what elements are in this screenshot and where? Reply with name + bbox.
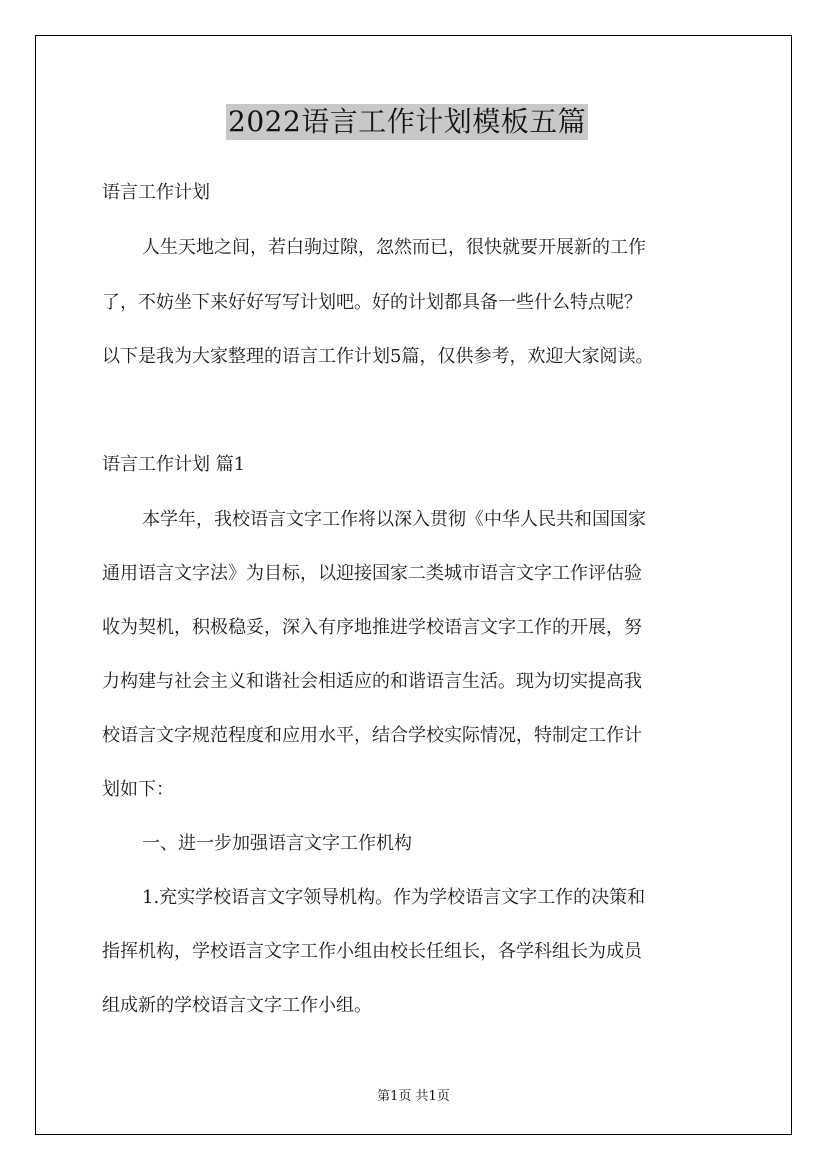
article-line-4: 力构建与社会主义和谐社会相适应的和谐语言生活。现为切实提高我 [102,671,642,692]
article-line-3: 收为契机，积极稳妥，深入有序地推进学校语言文字工作的开展，努 [102,617,642,638]
subheading: 一、进一步加强语言文字工作机构 [142,833,412,854]
point-one-line-2: 指挥机构，学校语言文字工作小组由校长任组长，各学科组长为成员 [102,941,642,962]
section-heading: 语言工作计划 [102,182,210,203]
article-line-6: 划如下： [102,779,174,800]
page-footer: 第1页 共1页 [377,1089,450,1104]
article-line-5: 校语言文字规范程度和应用水平，结合学校实际情况，特制定工作计 [102,725,642,746]
intro-line-1: 人生天地之间，若白驹过隙，忽然而已，很快就要开展新的工作 [142,237,646,258]
article-line-1: 本学年，我校语言文字工作将以深入贯彻《中华人民共和国国家 [142,509,646,530]
point-one-line-1: 1.充实学校语言文字领导机构。作为学校语言文字工作的决策和 [142,887,646,908]
intro-line-2: 了，不妨坐下来好好写写计划吧。好的计划都具备一些什么特点呢？ [102,292,642,313]
point-one-line-3: 组成新的学校语言文字工作小组。 [102,995,372,1016]
intro-line-3: 以下是我为大家整理的语言工作计划5篇，仅供参考，欢迎大家阅读。 [102,346,654,367]
article-line-2: 通用语言文字法》为目标，以迎接国家二类城市语言文字工作评估验 [102,563,642,584]
article-heading: 语言工作计划 篇1 [102,454,246,475]
document-title: 2022语言工作计划模板五篇 [228,105,587,138]
